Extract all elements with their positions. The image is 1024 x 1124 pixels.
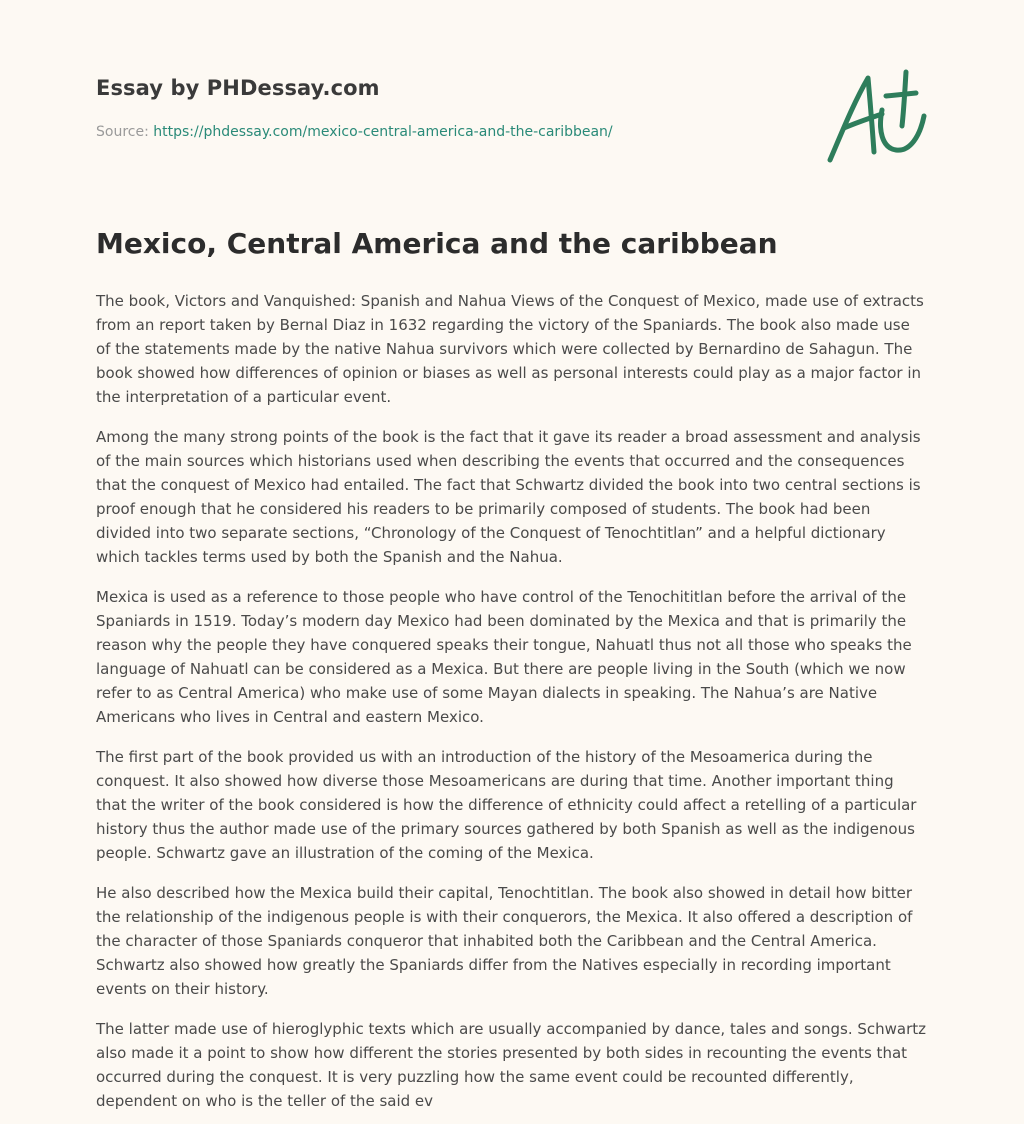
paragraph: Mexica is used as a reference to those people who have control of the Tenochititlan before the arrival of the Spaniards in 1519. Today’s modern day Mexico had been dominated by the Mexica and that is primarily the reason why the people they have conquered speaks their tongue, Nahuatl thus not all those who speaks the language of Nahuatl can be considered as a Mexica. But there are people living in the South (which we now refer to as Central America) who make use of some Mayan dialects in speaking. The Nahua’s are Native Americans who lives in Central and eastern Mexico. xyxy=(96,588,912,726)
paragraph: The latter made use of hieroglyphic texts which are usually accompanied by dance, tales and songs. Schwartz also made it a point to show how different the stories presented by both sides in recounting the events that occurred during the conquest. It is very puzzling how the same event could be recounted differently, dependent on who is the teller of the said ev xyxy=(96,1020,927,1110)
paragraph: He also described how the Mexica build their capital, Tenochtitlan. The book also showed in detail how bitter the relationship of the indigenous people is with their conquerors, the Mexica. It also offered a description of the character of those Spaniards conqueror that inhabited both the Caribbean and the Central America. Schwartz also showed how greatly the Spaniards differ from the Natives especially in recording important events on their history. xyxy=(96,884,913,998)
source-label: Source: xyxy=(96,124,154,140)
page-header xyxy=(96,0,928,200)
paragraph: Among the many strong points of the book is the fact that it gave its reader a broad assessment and analysis of the main sources which historians used when describing the events that occurred and the consequences that the conquest of Mexico had entailed. The fact that Schwartz divided the book into two central sections is proof enough that he considered his readers to be primarily composed of students. The book had been divided into two separate sections, “Chronology of the Conquest of Tenochtitlan” and a helpful dictionary which tackles terms used by both the Spanish and the Nahua. xyxy=(96,428,921,566)
article-body xyxy=(96,289,928,1113)
site-name: Essay by PHDessay.com xyxy=(96,76,380,100)
a-plus-logo-icon xyxy=(824,66,930,166)
source-link[interactable]: https://phdessay.com/mexico-central-america-and-the-caribbean/ xyxy=(153,124,613,140)
source-line xyxy=(96,124,613,140)
page-title: Mexico, Central America and the caribbean xyxy=(96,227,778,260)
paragraph: The first part of the book provided us with an introduction of the history of the Mesoamerica during the conquest. It also showed how diverse those Mesoamericans are during that time. Another important thing that the writer of the book considered is how the difference of ethnicity could affect a retelling of a particular history thus the author made use of the primary sources gathered by both Spanish as well as the indigenous people. Schwartz gave an illustration of the coming of the Mexica. xyxy=(96,748,917,862)
paragraph: The book, Victors and Vanquished: Spanish and Nahua Views of the Conquest of Mexico, made use of extracts from an report taken by Bernal Diaz in 1632 regarding the victory of the Spaniards. The book also made use of the statements made by the native Nahua survivors which were collected by Bernardino de Sahagun. The book showed how differences of opinion or biases as well as personal interests could play as a major factor in the interpretation of a particular event. xyxy=(96,292,924,406)
